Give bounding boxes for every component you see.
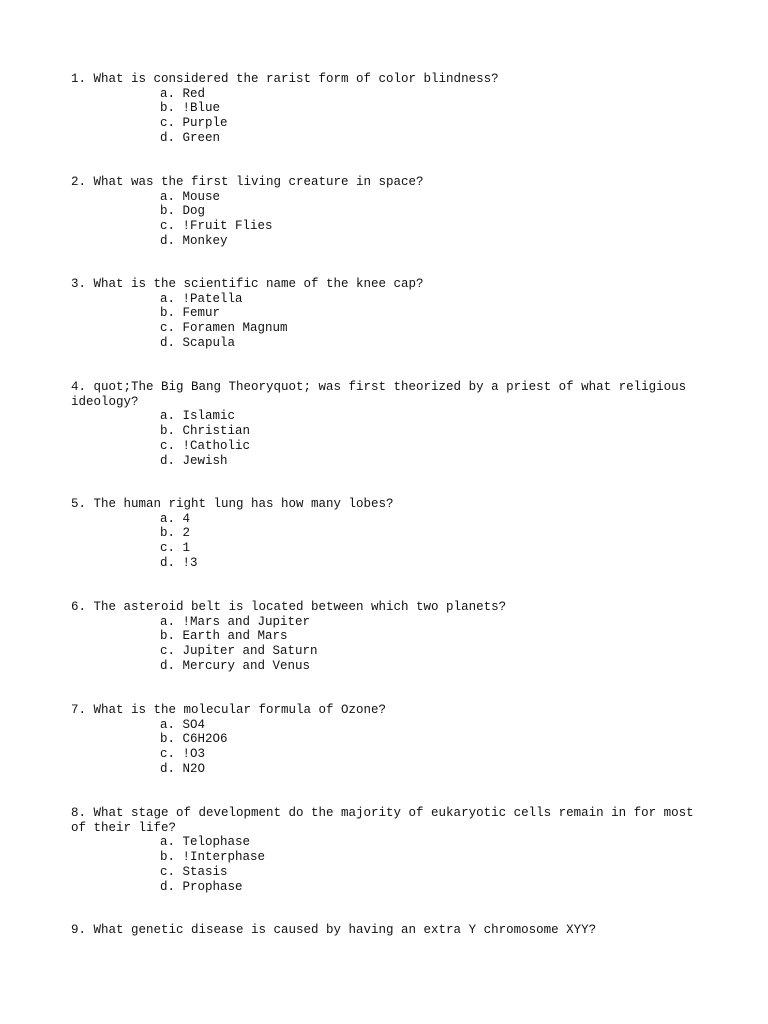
answer-options [71, 615, 711, 674]
answer-option-d: d. Prophase [160, 879, 243, 894]
answer-option-b: b. Earth and Mars [160, 629, 288, 644]
answer-option-d: d. !3 [160, 555, 198, 570]
answer-option-a: a. Islamic [160, 409, 236, 424]
answer-option-b: b. Femur [160, 306, 221, 321]
answer-option-b: b. !Blue [160, 101, 221, 116]
question-4 [71, 380, 711, 468]
question-text: 4. quot;The Big Bang Theoryquot; was first theorized by a priest of what religious ideology? [71, 380, 694, 409]
question-text: 3. What is the scientific name of the knee cap? [71, 277, 424, 291]
answer-option-b: b. 2 [160, 526, 191, 541]
answer-option-a: a. SO4 [160, 717, 206, 732]
answer-option-a: a. !Mars and Jupiter [160, 614, 311, 629]
answer-option-c: c. !Fruit Flies [160, 219, 273, 234]
answer-option-b: b. !Interphase [160, 850, 266, 865]
question-1 [71, 72, 711, 146]
answer-option-c: c. Stasis [160, 864, 228, 879]
answer-option-c: c. Purple [160, 116, 228, 131]
question-text: 8. What stage of development do the majority of eukaryotic cells remain in for most of their life? [71, 806, 702, 835]
question-text: 5. The human right lung has how many lobes? [71, 497, 394, 511]
answer-option-a: a. 4 [160, 511, 191, 526]
answer-option-a: a. Mouse [160, 189, 221, 204]
answer-option-a: a. !Patella [160, 291, 243, 306]
question-text: 1. What is considered the rarist form of color blindness? [71, 72, 499, 86]
question-text: 7. What is the molecular formula of Ozone? [71, 703, 387, 717]
question-8 [71, 806, 711, 894]
answer-option-a: a. Red [160, 86, 206, 101]
answer-option-c: c. Foramen Magnum [160, 321, 288, 336]
question-2 [71, 175, 711, 249]
answer-option-d: d. Green [160, 130, 221, 145]
answer-option-b: b. C6H2O6 [160, 732, 228, 747]
question-9 [71, 923, 711, 938]
answer-options [71, 835, 711, 894]
answer-option-c: c. !Catholic [160, 438, 251, 453]
answer-option-c: c. !O3 [160, 747, 206, 762]
question-3 [71, 277, 711, 351]
answer-options [71, 718, 711, 777]
answer-options [71, 292, 711, 351]
answer-option-d: d. N2O [160, 761, 206, 776]
answer-options [71, 190, 711, 249]
question-text: 6. The asteroid belt is located between which two planets? [71, 600, 507, 614]
answer-option-d: d. Monkey [160, 233, 228, 248]
answer-options [71, 409, 711, 468]
answer-option-a: a. Telophase [160, 835, 251, 850]
question-6 [71, 600, 711, 674]
answer-option-d: d. Jewish [160, 453, 228, 468]
answer-option-c: c. Jupiter and Saturn [160, 644, 318, 659]
question-text: 2. What was the first living creature in space? [71, 175, 424, 189]
answer-option-b: b. Dog [160, 204, 206, 219]
answer-options [71, 87, 711, 146]
answer-option-d: d. Scapula [160, 335, 236, 350]
question-5 [71, 497, 711, 571]
question-text: 9. What genetic disease is caused by having an extra Y chromosome XYY? [71, 923, 597, 937]
answer-option-d: d. Mercury and Venus [160, 658, 311, 673]
question-7 [71, 703, 711, 777]
answer-option-b: b. Christian [160, 424, 251, 439]
answer-options [71, 512, 711, 571]
answer-option-c: c. 1 [160, 541, 191, 556]
